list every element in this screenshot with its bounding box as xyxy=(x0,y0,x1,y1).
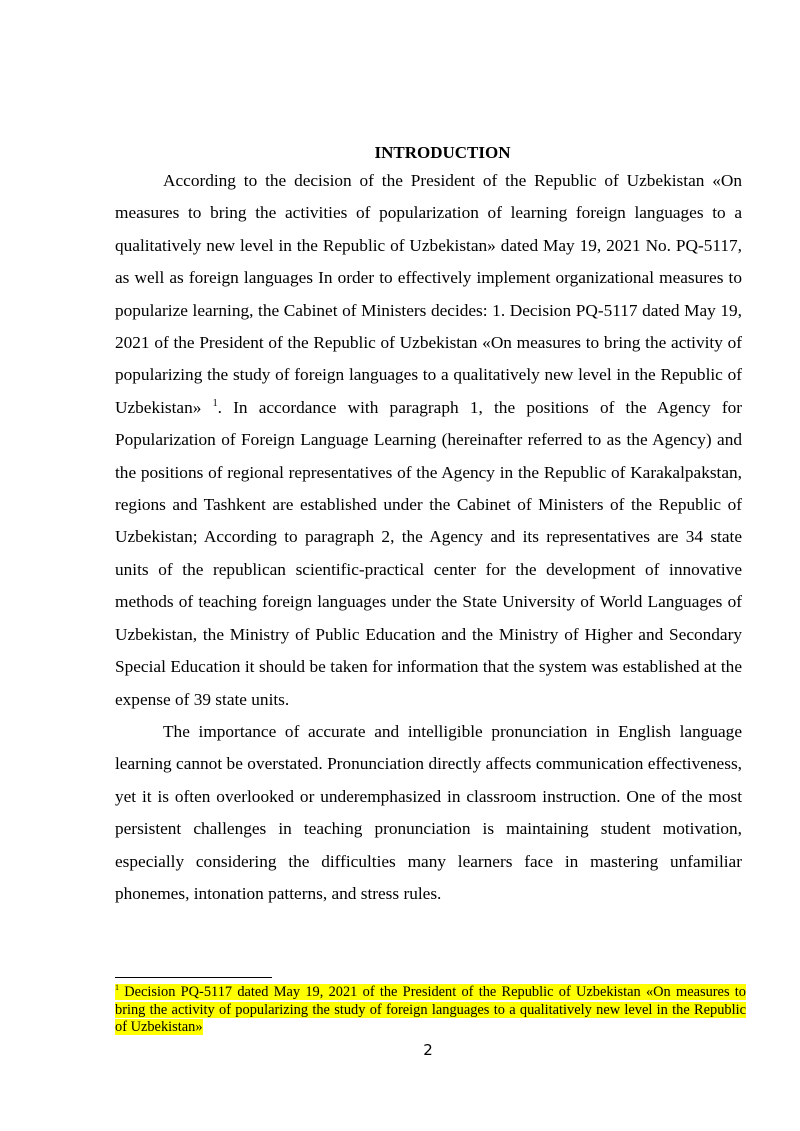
paragraph-decision-text-start: According to the decision of the President of the Republic of Uzbekistan «On measures to bring the activities of popularization of learning foreign languages to a qualitatively new level in the Republic of Uzbekistan» dated May 19, 2021 No. PQ-5117, as well as foreign languages In order to effectively implement organizational measures to popularize learning, the Cabinet of Ministers decides: 1. Decision PQ-5117 dated May 19, 2021 of the President of the Republic of Uzbekistan «On measures to bring the activity of popularizing the study of foreign languages to a qualitatively new level in the Republic of Uzbekistan» xyxy=(115,171,742,417)
page-title: INTRODUCTION xyxy=(374,143,511,162)
footnote-text: Decision PQ-5117 dated May 19, 2021 of the President of the Republic of Uzbekistan «On measures to bring the activity of popularizing the study of foreign languages to a qualitatively new level in the Republic of Uzbekistan» xyxy=(115,984,746,1036)
paragraph-decision xyxy=(115,165,742,716)
footnote-reference[interactable]: 1 xyxy=(212,398,218,410)
footnote-highlight xyxy=(115,984,746,1035)
footnote-mark: 1 xyxy=(115,983,119,993)
page-number: 2 xyxy=(423,1041,433,1059)
main-text xyxy=(115,141,742,910)
footnote xyxy=(115,984,746,1037)
paragraph-pronunciation: The importance of accurate and intelligible pronunciation in English language learning cannot be overstated. Pronunciation directly affects communication effectiveness, yet it is often overlooked or underemphasized in classroom instruction. One of the most persistent challenges in teaching pronunciation is maintaining student motivation, especially considering the difficulties many learners face in mastering unfamiliar phonemes, intonation patterns, and stress rules. xyxy=(115,721,742,903)
footnote-separator xyxy=(115,977,272,978)
paragraph-decision-text-end: . In accordance with paragraph 1, the positions of the Agency for Popularization of Foreign Language Learning (hereinafter referred to as the Agency) and the positions of regional representatives of the Agency in the Republic of Karakalpakstan, regions and Tashkent are established under the Cabinet of Ministers of the Republic of Uzbekistan; According to paragraph 2, the Agency and its representatives are 34 state units of the republican scientific-practical center for the development of innovative methods of teaching foreign languages under the State University of World Languages of Uzbekistan, the Ministry of Public Education and the Ministry of Higher and Secondary Special Education it should be taken for information that the system was established at the expense of 39 state units. xyxy=(115,397,742,709)
